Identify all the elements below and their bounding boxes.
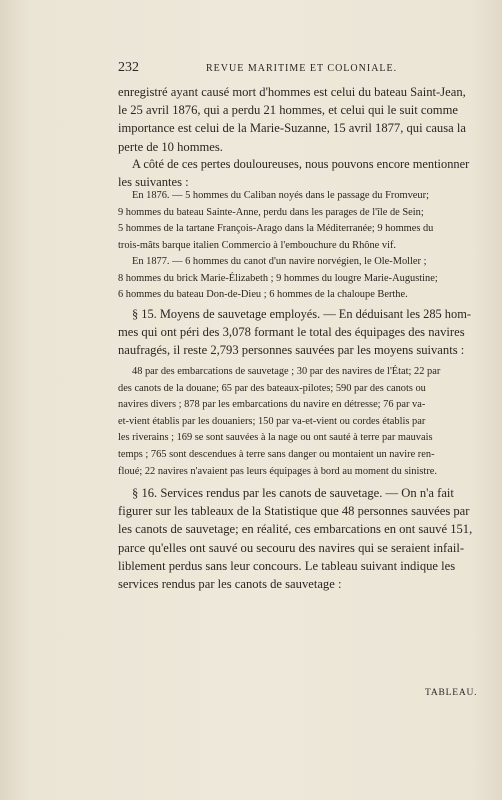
page-header xyxy=(118,60,472,80)
losses-1876 xyxy=(118,188,474,254)
text-line: En 1877. — 6 hommes du canot d'un navire norvégien, le Ole-Moller ; xyxy=(132,256,427,267)
text-line: les suivantes : xyxy=(118,175,189,190)
paragraph-pertes xyxy=(118,155,474,191)
text-line: 9 hommes du bateau Sainte-Anne, perdu dans les parages de l'île de Sein; xyxy=(118,206,424,218)
text-line: services rendus par les canots de sauvetage : xyxy=(118,577,342,592)
text-line: 6 hommes du bateau Don-de-Dieu ; 6 hommes de la chaloupe Berthe. xyxy=(118,289,408,301)
paragraph xyxy=(118,155,474,191)
losses-1877 xyxy=(118,254,474,304)
text-line: le 25 avril 1876, qui a perdu 21 hommes, et celui qui le suit comme xyxy=(118,103,458,118)
text-line: A côté de ces pertes douloureuses, nous pouvons encore mentionner xyxy=(132,157,470,171)
paragraph xyxy=(118,83,474,156)
section-heading-line: § 15. Moyens de sauvetage employés. — En déduisant les 285 hom- xyxy=(132,307,471,321)
small-paragraph xyxy=(118,188,474,254)
text-line: et-vient établis par les douaniers; 150 par va-et-vient ou cordes établis par xyxy=(118,415,426,427)
text-line: figurer sur les tableaux de la Statistique que 48 personnes sauvées par xyxy=(118,504,470,519)
text-line: enregistré ayant causé mort d'hommes est celui du bateau Saint-Jean, xyxy=(118,85,466,99)
paragraph xyxy=(118,484,474,593)
text-line: 8 hommes du brick Marie-Élizabeth ; 9 hommes du lougre Marie-Augustine; xyxy=(118,272,438,284)
catchword: TABLEAU. xyxy=(425,688,478,698)
text-line: perte de 10 hommes. xyxy=(118,139,223,154)
page-number: 232 xyxy=(118,60,139,75)
text-line: floué; 22 navires n'avaient pas leurs équipages à bord au moment du sinistre. xyxy=(118,465,437,477)
text-line: importance est celui de la Marie-Suzanne, 15 avril 1877, qui causa la xyxy=(118,121,466,136)
section-16 xyxy=(118,484,474,593)
text-line: En 1876. — 5 hommes du Caliban noyés dans le passage du Fromveur; xyxy=(132,190,429,201)
text-line: temps ; 765 sont descendues à terre sans danger ou montaient un navire ren- xyxy=(118,448,435,460)
text-line: des canots de la douane; 65 par des bateaux-pilotes; 590 par des canots ou xyxy=(118,382,426,394)
text-line: mes qui ont péri des 3,078 formant le total des équipages des navires xyxy=(118,325,465,340)
section-15 xyxy=(118,305,474,360)
small-paragraph xyxy=(118,254,474,304)
text-line: liblement perdus sans leur concours. Le tableau suivant indique les xyxy=(118,558,456,573)
section-heading-line: § 16. Services rendus par les canots de sauvetage. — On n'a fait xyxy=(132,486,454,500)
paragraph xyxy=(118,305,474,360)
small-paragraph xyxy=(118,364,474,480)
text-line: parce qu'elles ont sauvé ou secouru des navires qui se seraient infail- xyxy=(118,540,465,555)
paragraph-continuation xyxy=(118,83,474,156)
text-line: les canots de sauvetage; en réalité, ces embarcations en ont sauvé 151, xyxy=(118,522,473,537)
text-line: trois-mâts barque italien Commercio à l'embouchure du Rhône vif. xyxy=(118,239,397,251)
text-line: les riverains ; 169 se sont sauvées à la nage ou ont sauté à terre par mauvais xyxy=(118,432,433,444)
running-title: REVUE MARITIME ET COLONIALE. xyxy=(206,63,398,74)
text-line: 48 par des embarcations de sauvetage ; 30 par des navires de l'État; 22 par xyxy=(132,366,441,377)
rescue-means xyxy=(118,364,474,480)
text-line: 5 hommes de la tartane François-Arago dans la Méditerranée; 9 hommes du xyxy=(118,223,434,235)
text-line: naufragés, il reste 2,793 personnes sauvées par les moyens suivants : xyxy=(118,343,465,358)
text-line: navires divers ; 878 par les embarcations du navire en détresse; 76 par va- xyxy=(118,399,426,411)
